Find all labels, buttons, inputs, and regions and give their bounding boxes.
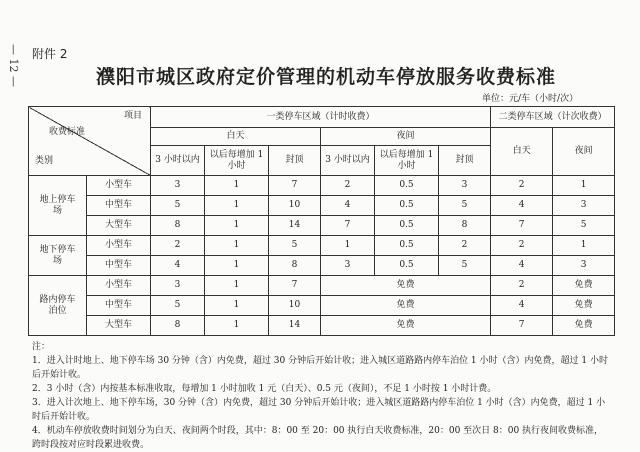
table-row	[29, 316, 615, 336]
zone2-day-value: 2	[491, 276, 553, 296]
page-number-margin: — 12 —	[7, 44, 20, 87]
day-first3-value: 8	[151, 316, 205, 336]
vehicle-type: 小型车	[87, 276, 151, 296]
vehicle-type: 大型车	[87, 216, 151, 236]
fee-table	[28, 106, 615, 336]
zone2-day-value: 4	[491, 196, 553, 216]
night-cap-value: 5	[439, 196, 491, 216]
day-per-extra-value: 1	[205, 276, 269, 296]
zone2-night-value: 免费	[553, 296, 615, 316]
night-first3-value: 3	[321, 256, 375, 276]
night-cap-value: 3	[439, 176, 491, 196]
night-free-value: 免费	[321, 276, 491, 296]
day-per-extra-value: 1	[205, 196, 269, 216]
night-per-extra-value: 0.5	[375, 256, 439, 276]
day-cap-header: 封顶	[269, 146, 321, 176]
corner-category: 类别	[35, 156, 54, 166]
attachment-label: 附件 2	[32, 47, 68, 61]
night-free-value: 免费	[321, 296, 491, 316]
day-first3-header: 3 小时以内	[151, 146, 205, 176]
night-first3-value: 4	[321, 196, 375, 216]
zone2-night-value: 免费	[553, 316, 615, 336]
day-cap-value: 7	[269, 176, 321, 196]
table-row	[29, 196, 615, 216]
zone2-day-value: 2	[491, 176, 553, 196]
note-item: 2．3 小时（含）内按基本标准收取，每增加 1 小时加收 1 元（白天）、0.5 元（夜间），不足 1 小时按 1 小时计费。	[32, 384, 497, 394]
table-row	[29, 176, 615, 196]
zone2-day-header: 白天	[491, 128, 553, 176]
zone2-night-value: 1	[553, 176, 615, 196]
vehicle-type: 大型车	[87, 316, 151, 336]
night-first3-value: 2	[321, 176, 375, 196]
corner-standard: 收费标准	[49, 127, 86, 137]
group-name: 地上停车场	[29, 176, 87, 236]
corner-item: 项目	[123, 111, 142, 121]
night-per-extra-value: 0.5	[375, 176, 439, 196]
zone2-night-value: 免费	[553, 276, 615, 296]
night-cap-value: 5	[439, 256, 491, 276]
notes-heading: 注：	[32, 342, 51, 352]
group-name: 地下停车场	[29, 236, 87, 276]
table-row	[29, 256, 615, 276]
day-first3-value: 5	[151, 196, 205, 216]
note-item: 3．进入计次地上、地下停车场，30 分钟（含）内免费，超过 30 分钟后开始计收；进入城区道路路内停车泊位 1 小时（含）内免费，超过 1 小时后开始计收。	[32, 398, 606, 422]
zone2-day-value: 4	[491, 296, 553, 316]
note-item: 4．机动车停放收费时间划分为白天、夜间两个时段，其中：8：00 至 20：00 执行白天收费标准，20：00 至次日 8：00 执行夜间收费标准，跨时段按对应时段累进收费。	[32, 426, 604, 450]
day-cap-value: 7	[269, 276, 321, 296]
zone2-day-value: 7	[491, 216, 553, 236]
day-per-extra-value: 1	[205, 176, 269, 196]
zone2-header: 二类停车区域（计次收费）	[491, 107, 615, 128]
zone2-night-value: 3	[553, 196, 615, 216]
vehicle-type: 中型车	[87, 196, 151, 216]
night-cap-value: 2	[439, 236, 491, 256]
day-per-extra-value: 1	[205, 236, 269, 256]
zone2-day-value: 4	[491, 256, 553, 276]
day-cap-value: 14	[269, 316, 321, 336]
day-cap-value: 10	[269, 296, 321, 316]
day-first3-value: 5	[151, 296, 205, 316]
vehicle-type: 中型车	[87, 256, 151, 276]
day-first3-value: 4	[151, 256, 205, 276]
zone2-night-header: 夜间	[553, 128, 615, 176]
zone1-header: 一类停车区域（计时收费）	[151, 107, 491, 128]
night-per-extra-value: 0.5	[375, 216, 439, 236]
night-per-extra-value: 0.5	[375, 196, 439, 216]
night-per-extra-header: 以后每增加 1 小时	[375, 146, 439, 176]
night-free-value: 免费	[321, 316, 491, 336]
group-name: 路内停车泊位	[29, 276, 87, 336]
zone2-night-value: 1	[553, 236, 615, 256]
day-cap-value: 5	[269, 236, 321, 256]
document-title: 濮阳市城区政府定价管理的机动车停放服务收费标准	[96, 66, 557, 88]
table-row	[29, 216, 615, 236]
notes-section	[32, 340, 612, 452]
table-row	[29, 296, 615, 316]
day-cap-value: 8	[269, 256, 321, 276]
unit-label: 单位：元/车（小时/次）	[482, 94, 579, 104]
night-cap-value: 8	[439, 216, 491, 236]
vehicle-type: 小型车	[87, 236, 151, 256]
table-row	[29, 276, 615, 296]
header-corner	[29, 107, 151, 176]
night-first3-header: 3 小时以内	[321, 146, 375, 176]
day-per-extra-value: 1	[205, 296, 269, 316]
day-cap-value: 14	[269, 216, 321, 236]
zone2-night-value: 3	[553, 256, 615, 276]
night-first3-value: 1	[321, 236, 375, 256]
day-first3-value: 3	[151, 276, 205, 296]
vehicle-type: 中型车	[87, 296, 151, 316]
day-per-extra-header: 以后每增加 1 小时	[205, 146, 269, 176]
zone2-day-value: 2	[491, 236, 553, 256]
day-first3-value: 3	[151, 176, 205, 196]
zone1-day-header: 白天	[151, 128, 321, 146]
night-per-extra-value: 0.5	[375, 236, 439, 256]
table-row	[29, 236, 615, 256]
day-per-extra-value: 1	[205, 216, 269, 236]
day-per-extra-value: 1	[205, 316, 269, 336]
zone2-day-value: 7	[491, 316, 553, 336]
day-first3-value: 8	[151, 216, 205, 236]
day-cap-value: 10	[269, 196, 321, 216]
day-first3-value: 2	[151, 236, 205, 256]
note-item: 1．进入计时地上、地下停车场 30 分钟（含）内免费，超过 30 分钟后开始计收；进入城区道路路内停车泊位 1 小时（含）内免费，超过 1 小时后开始计收。	[32, 356, 608, 380]
zone1-night-header: 夜间	[321, 128, 491, 146]
night-cap-header: 封顶	[439, 146, 491, 176]
night-first3-value: 7	[321, 216, 375, 236]
vehicle-type: 小型车	[87, 176, 151, 196]
zone2-night-value: 5	[553, 216, 615, 236]
day-per-extra-value: 1	[205, 256, 269, 276]
